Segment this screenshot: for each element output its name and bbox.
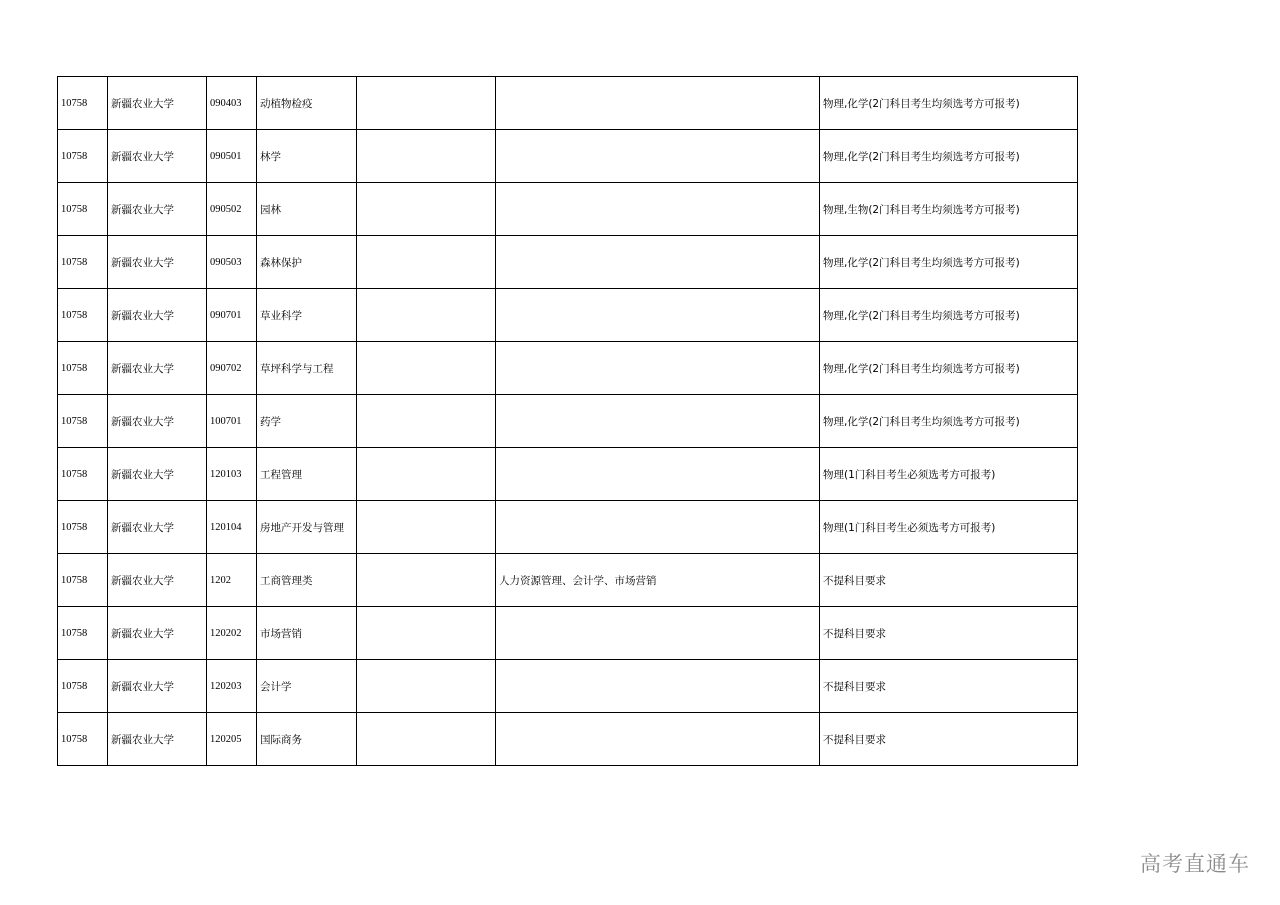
cell-empty [357,395,496,448]
cell-subject-requirement: 物理(1门科目考生必须选考方可报考) [820,448,1078,501]
cell-school-code: 10758 [58,236,108,289]
cell-major-name: 国际商务 [257,713,357,766]
table-row [58,130,1078,183]
cell-major-code: 120202 [207,607,257,660]
cell-school-name: 新疆农业大学 [108,395,207,448]
table-row [58,554,1078,607]
cell-major-name: 园林 [257,183,357,236]
cell-major-name: 林学 [257,130,357,183]
cell-subject-requirement: 不提科目要求 [820,713,1078,766]
cell-included-majors [496,713,820,766]
cell-subject-requirement: 不提科目要求 [820,554,1078,607]
cell-empty [357,236,496,289]
cell-major-name: 草业科学 [257,289,357,342]
cell-empty [357,660,496,713]
cell-included-majors [496,289,820,342]
cell-major-code: 090502 [207,183,257,236]
cell-empty [357,342,496,395]
table-row [58,660,1078,713]
cell-subject-requirement: 物理,化学(2门科目考生均须选考方可报考) [820,289,1078,342]
table-row [58,289,1078,342]
cell-subject-requirement: 物理,化学(2门科目考生均须选考方可报考) [820,236,1078,289]
cell-empty [357,77,496,130]
cell-major-code: 120104 [207,501,257,554]
cell-subject-requirement: 物理(1门科目考生必须选考方可报考) [820,501,1078,554]
cell-school-code: 10758 [58,607,108,660]
table-row [58,607,1078,660]
table-body [58,77,1078,766]
cell-school-code: 10758 [58,289,108,342]
cell-school-name: 新疆农业大学 [108,289,207,342]
cell-included-majors [496,660,820,713]
cell-major-name: 药学 [257,395,357,448]
cell-school-name: 新疆农业大学 [108,130,207,183]
cell-school-code: 10758 [58,395,108,448]
cell-major-name: 工程管理 [257,448,357,501]
cell-major-code: 090702 [207,342,257,395]
cell-school-name: 新疆农业大学 [108,236,207,289]
cell-subject-requirement: 不提科目要求 [820,660,1078,713]
cell-empty [357,554,496,607]
cell-major-name: 工商管理类 [257,554,357,607]
cell-school-code: 10758 [58,554,108,607]
cell-empty [357,183,496,236]
cell-school-code: 10758 [58,77,108,130]
cell-school-code: 10758 [58,342,108,395]
cell-included-majors [496,501,820,554]
cell-major-code: 090701 [207,289,257,342]
table-row [58,713,1078,766]
cell-subject-requirement: 不提科目要求 [820,607,1078,660]
cell-school-name: 新疆农业大学 [108,501,207,554]
cell-included-majors [496,130,820,183]
table-row [58,448,1078,501]
cell-school-name: 新疆农业大学 [108,183,207,236]
cell-empty [357,713,496,766]
cell-major-code: 1202 [207,554,257,607]
cell-included-majors [496,183,820,236]
table-row [58,342,1078,395]
cell-empty [357,501,496,554]
table-row [58,395,1078,448]
cell-included-majors [496,448,820,501]
cell-school-name: 新疆农业大学 [108,77,207,130]
cell-school-code: 10758 [58,501,108,554]
cell-major-code: 090501 [207,130,257,183]
cell-empty [357,130,496,183]
cell-subject-requirement: 物理,生物(2门科目考生均须选考方可报考) [820,183,1078,236]
cell-major-name: 动植物检疫 [257,77,357,130]
table-row [58,501,1078,554]
cell-included-majors [496,607,820,660]
cell-major-code: 120205 [207,713,257,766]
major-requirements-table [57,76,1078,766]
cell-empty [357,607,496,660]
cell-school-name: 新疆农业大学 [108,713,207,766]
cell-school-name: 新疆农业大学 [108,448,207,501]
cell-included-majors [496,236,820,289]
cell-subject-requirement: 物理,化学(2门科目考生均须选考方可报考) [820,395,1078,448]
cell-empty [357,448,496,501]
cell-school-name: 新疆农业大学 [108,554,207,607]
cell-school-code: 10758 [58,130,108,183]
cell-included-majors [496,395,820,448]
cell-major-name: 房地产开发与管理 [257,501,357,554]
cell-included-majors [496,77,820,130]
cell-school-name: 新疆农业大学 [108,342,207,395]
cell-major-name: 草坪科学与工程 [257,342,357,395]
cell-school-code: 10758 [58,713,108,766]
cell-school-name: 新疆农业大学 [108,660,207,713]
cell-major-code: 100701 [207,395,257,448]
cell-included-majors [496,342,820,395]
cell-major-name: 会计学 [257,660,357,713]
cell-subject-requirement: 物理,化学(2门科目考生均须选考方可报考) [820,342,1078,395]
cell-subject-requirement: 物理,化学(2门科目考生均须选考方可报考) [820,130,1078,183]
cell-major-name: 市场营销 [257,607,357,660]
table-row [58,236,1078,289]
table-row [58,183,1078,236]
cell-school-code: 10758 [58,660,108,713]
cell-major-code: 120203 [207,660,257,713]
cell-included-majors: 人力资源管理、会计学、市场营销 [496,554,820,607]
cell-school-code: 10758 [58,183,108,236]
cell-major-code: 090503 [207,236,257,289]
cell-school-code: 10758 [58,448,108,501]
cell-major-code: 120103 [207,448,257,501]
cell-major-name: 森林保护 [257,236,357,289]
cell-subject-requirement: 物理,化学(2门科目考生均须选考方可报考) [820,77,1078,130]
cell-empty [357,289,496,342]
cell-school-name: 新疆农业大学 [108,607,207,660]
cell-major-code: 090403 [207,77,257,130]
watermark-text: 高考直通车 [1140,852,1250,876]
table-row [58,77,1078,130]
